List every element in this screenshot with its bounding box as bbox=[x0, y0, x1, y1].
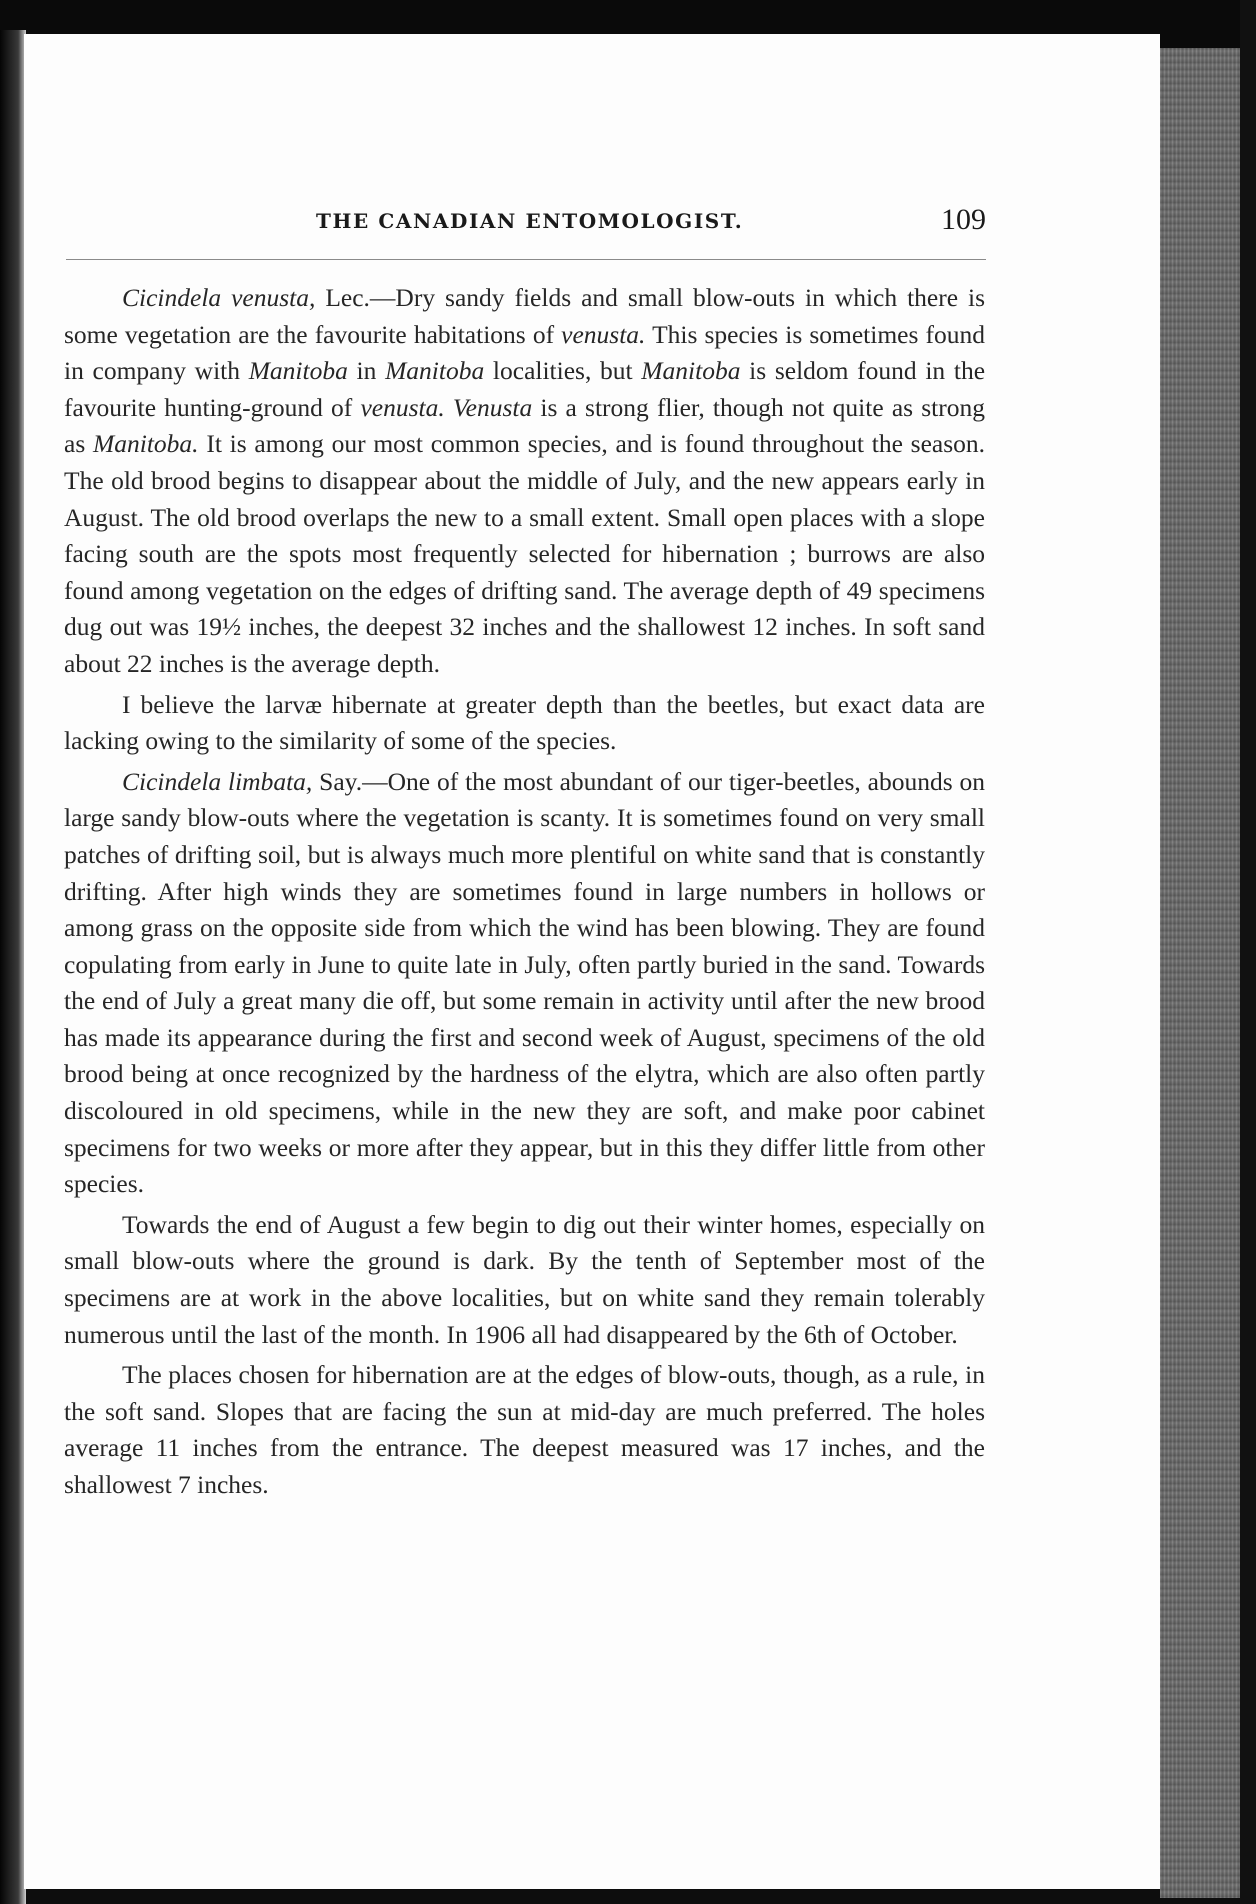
book-page-edges bbox=[1160, 48, 1240, 1898]
species-name: Cicindela limbata, bbox=[122, 766, 313, 796]
page-number: 109 bbox=[941, 203, 986, 236]
scan-right-border bbox=[1240, 0, 1256, 1904]
paragraph-larvae: I believe the larvæ hibernate at greater depth than the beetles, but exact data are lacking owing to the similarity of some of the species. bbox=[64, 689, 985, 756]
scan-left-border bbox=[0, 30, 26, 1904]
running-header bbox=[316, 203, 986, 249]
paragraph-hibernation: The places chosen for hibernation are at the edges of blow-outs, though, as a rule, in the soft sand. Slopes that are facing the sun at mid-day are much preferred. The holes average 11 inches from the entrance. The deepest measured was 17 inches, and the shallowest 7 inches. bbox=[64, 1360, 985, 1499]
running-title: THE CANADIAN ENTOMOLOGIST. bbox=[316, 209, 744, 233]
header-rule bbox=[66, 259, 986, 260]
body-text bbox=[64, 280, 985, 1508]
paragraph-winter-homes: Towards the end of August a few begin to dig out their winter homes, especially on small blow-outs where the ground is dark. By the tenth of September most of the specimens are at work in the above localities, but on white sand they remain tolerably numerous until the last of the month. In 1906 all had disappeared by the 6th of October. bbox=[64, 1209, 985, 1349]
species-name: Cicindela venusta, bbox=[122, 283, 316, 312]
paragraph-venusta: Cicindela venusta, Lec.—Dry sandy fields and small blow-outs in which there is some vegetation are the favourite habitations of venusta. This species is sometimes found in company with Manitoba in Manitoba localities, but Manitoba is seldom found in the favourite hunting-ground of venusta. Venusta is a strong flier, though not quite as strong as Manitoba. It is among our most common species, and is found throughout the season. The old brood begins to disappear about the middle of July, and the new appears early in August. The old brood overlaps the new to a small extent. Small open places with a slope facing south are the spots most frequently selected for hibernation ; burrows are also found among vegetation on the edges of drifting sand. The average depth of 49 specimens dug out was 19½ inches, the deepest 32 inches and the shallowest 12 inches. In soft sand about 22 inches is the average depth. bbox=[64, 283, 986, 678]
paragraph-limbata: Cicindela limbata, Say.—One of the most abundant of our tiger-beetles, abounds on large sandy blow-outs where the vegetation is scanty. It is sometimes found on very small patches of drifting soil, but is always much more plentiful on white sand that is constantly drifting. After high winds they are sometimes found in large numbers in hollows or among grass on the opposite side from which the wind has been blowing. They are found copulating from early in June to quite late in July, often partly buried in the sand. Towards the end of July a great many die off, but some remain in activity until after the new brood has made its appearance during the first and second week of August, specimens of the old brood being at once recognized by the hardness of the elytra, which are also often partly discoloured in old specimens, while in the new they are soft, and make poor cabinet specimens for two weeks or more after they appear, but in this they differ little from other species. bbox=[64, 766, 985, 1199]
